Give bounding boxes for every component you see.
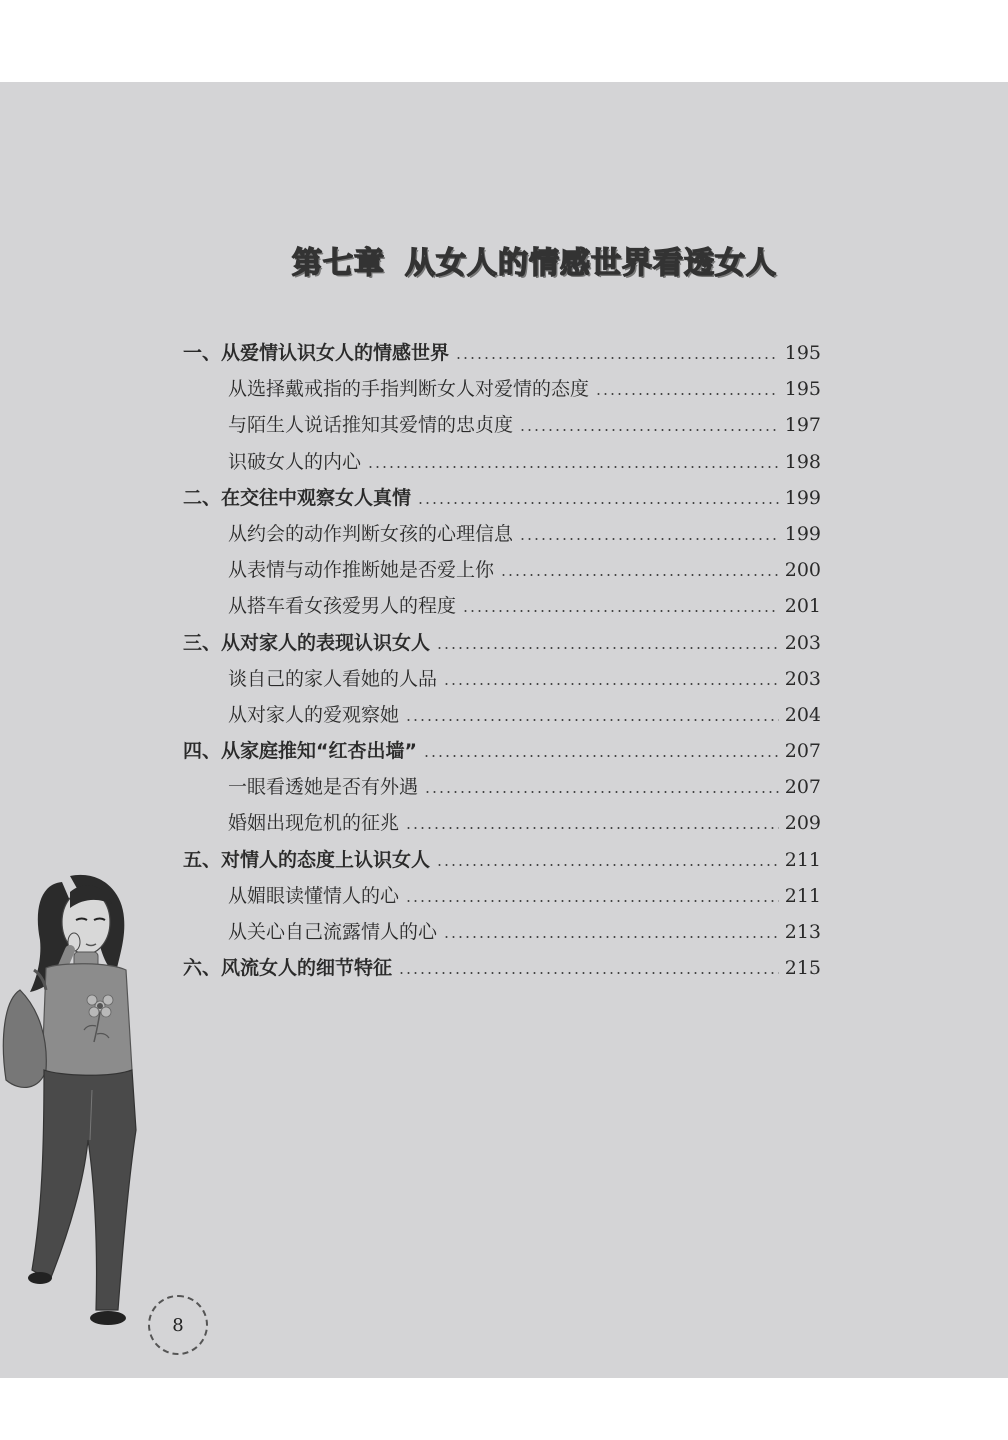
page-number: 8 <box>172 1314 184 1336</box>
toc-entry-label: 三、从对家人的表现认识女人 <box>183 632 431 654</box>
toc-entry-page: 211 <box>784 885 821 907</box>
leader-dots <box>405 719 779 721</box>
page-number-badge <box>148 1295 208 1355</box>
toc-entry-page: 213 <box>784 921 821 943</box>
toc-entry-page: 195 <box>784 378 821 400</box>
toc-entry-page: 201 <box>784 595 821 617</box>
chapter-title <box>292 242 777 286</box>
toc-entry[interactable] <box>183 950 821 986</box>
toc-entry-page: 211 <box>784 849 821 871</box>
toc-entry-label: 一眼看透她是否有外遇 <box>228 776 419 798</box>
toc-entry-label: 从选择戴戒指的手指判断女人对爱情的态度 <box>228 378 590 400</box>
toc-entry-label: 与陌生人说话推知其爱情的忠贞度 <box>228 414 514 436</box>
toc-entry[interactable] <box>228 769 821 805</box>
leader-dots <box>436 647 779 649</box>
toc-entry[interactable] <box>228 878 821 914</box>
toc-entry-label: 从关心自己流露情人的心 <box>228 921 438 943</box>
toc-entry[interactable] <box>228 805 821 841</box>
leader-dots <box>500 574 779 576</box>
toc-entry[interactable] <box>228 444 821 480</box>
leader-dots <box>443 683 779 685</box>
toc-entry[interactable] <box>183 625 821 661</box>
leader-dots <box>424 791 779 793</box>
toc-entry-label: 四、从家庭推知“红杏出墙” <box>183 740 417 762</box>
leader-dots <box>455 357 779 359</box>
toc-entry-label: 二、在交往中观察女人真情 <box>183 487 412 509</box>
toc-entry-page: 197 <box>784 414 821 436</box>
toc-entry-page: 200 <box>784 559 821 581</box>
toc-entry[interactable] <box>228 371 821 407</box>
toc-entry-page: 203 <box>784 668 821 690</box>
toc-entry-page: 204 <box>784 704 821 726</box>
leader-dots <box>423 755 779 757</box>
toc-entry-page: 199 <box>784 487 821 509</box>
toc-entry[interactable] <box>228 516 821 552</box>
leader-dots <box>462 610 779 612</box>
leader-dots <box>436 864 779 866</box>
leader-dots <box>398 972 779 974</box>
toc-entry-label: 从约会的动作判断女孩的心理信息 <box>228 523 514 545</box>
toc-entry-label: 识破女人的内心 <box>228 451 362 473</box>
toc-entry[interactable] <box>183 733 821 769</box>
toc-entry-page: 209 <box>784 812 821 834</box>
toc-entry[interactable] <box>228 588 821 624</box>
toc-entry-page: 207 <box>784 740 821 762</box>
leader-dots <box>443 936 779 938</box>
toc-entry[interactable] <box>228 552 821 588</box>
toc-entry-page: 195 <box>784 342 821 364</box>
leader-dots <box>519 538 779 540</box>
leader-dots <box>405 900 779 902</box>
toc-entry[interactable] <box>228 407 821 443</box>
toc-entry-label: 从表情与动作推断她是否爱上你 <box>228 559 495 581</box>
toc-entry-page: 203 <box>784 632 821 654</box>
toc-entry-label: 婚姻出现危机的征兆 <box>228 812 400 834</box>
toc-entry[interactable] <box>183 335 821 371</box>
toc-entry-label: 从对家人的爱观察她 <box>228 704 400 726</box>
toc-entry[interactable] <box>228 914 821 950</box>
leader-dots <box>405 827 779 829</box>
toc-entry-label: 六、风流女人的细节特征 <box>183 957 393 979</box>
toc-entry-page: 199 <box>784 523 821 545</box>
toc-entry-label: 五、对情人的态度上认识女人 <box>183 849 431 871</box>
toc-entry-label: 谈自己的家人看她的人品 <box>228 668 438 690</box>
toc-entry-label: 从搭车看女孩爱男人的程度 <box>228 595 457 617</box>
woman-illustration <box>0 870 170 1380</box>
chapter-name: 从女人的情感世界看透女人 <box>405 246 777 281</box>
toc-entry-page: 215 <box>784 957 821 979</box>
chapter-number: 第七章 <box>292 246 385 281</box>
leader-dots <box>595 393 779 395</box>
toc-entry[interactable] <box>228 697 821 733</box>
toc-entry-label: 从媚眼读懂情人的心 <box>228 885 400 907</box>
leader-dots <box>417 502 779 504</box>
toc-entry-label: 一、从爱情认识女人的情感世界 <box>183 342 450 364</box>
leader-dots <box>367 466 779 468</box>
toc-entry-page: 198 <box>784 451 821 473</box>
toc-entry[interactable] <box>228 661 821 697</box>
leader-dots <box>519 429 779 431</box>
toc-entry[interactable] <box>183 480 821 516</box>
toc-entry-page: 207 <box>784 776 821 798</box>
toc-entry[interactable] <box>183 842 821 878</box>
